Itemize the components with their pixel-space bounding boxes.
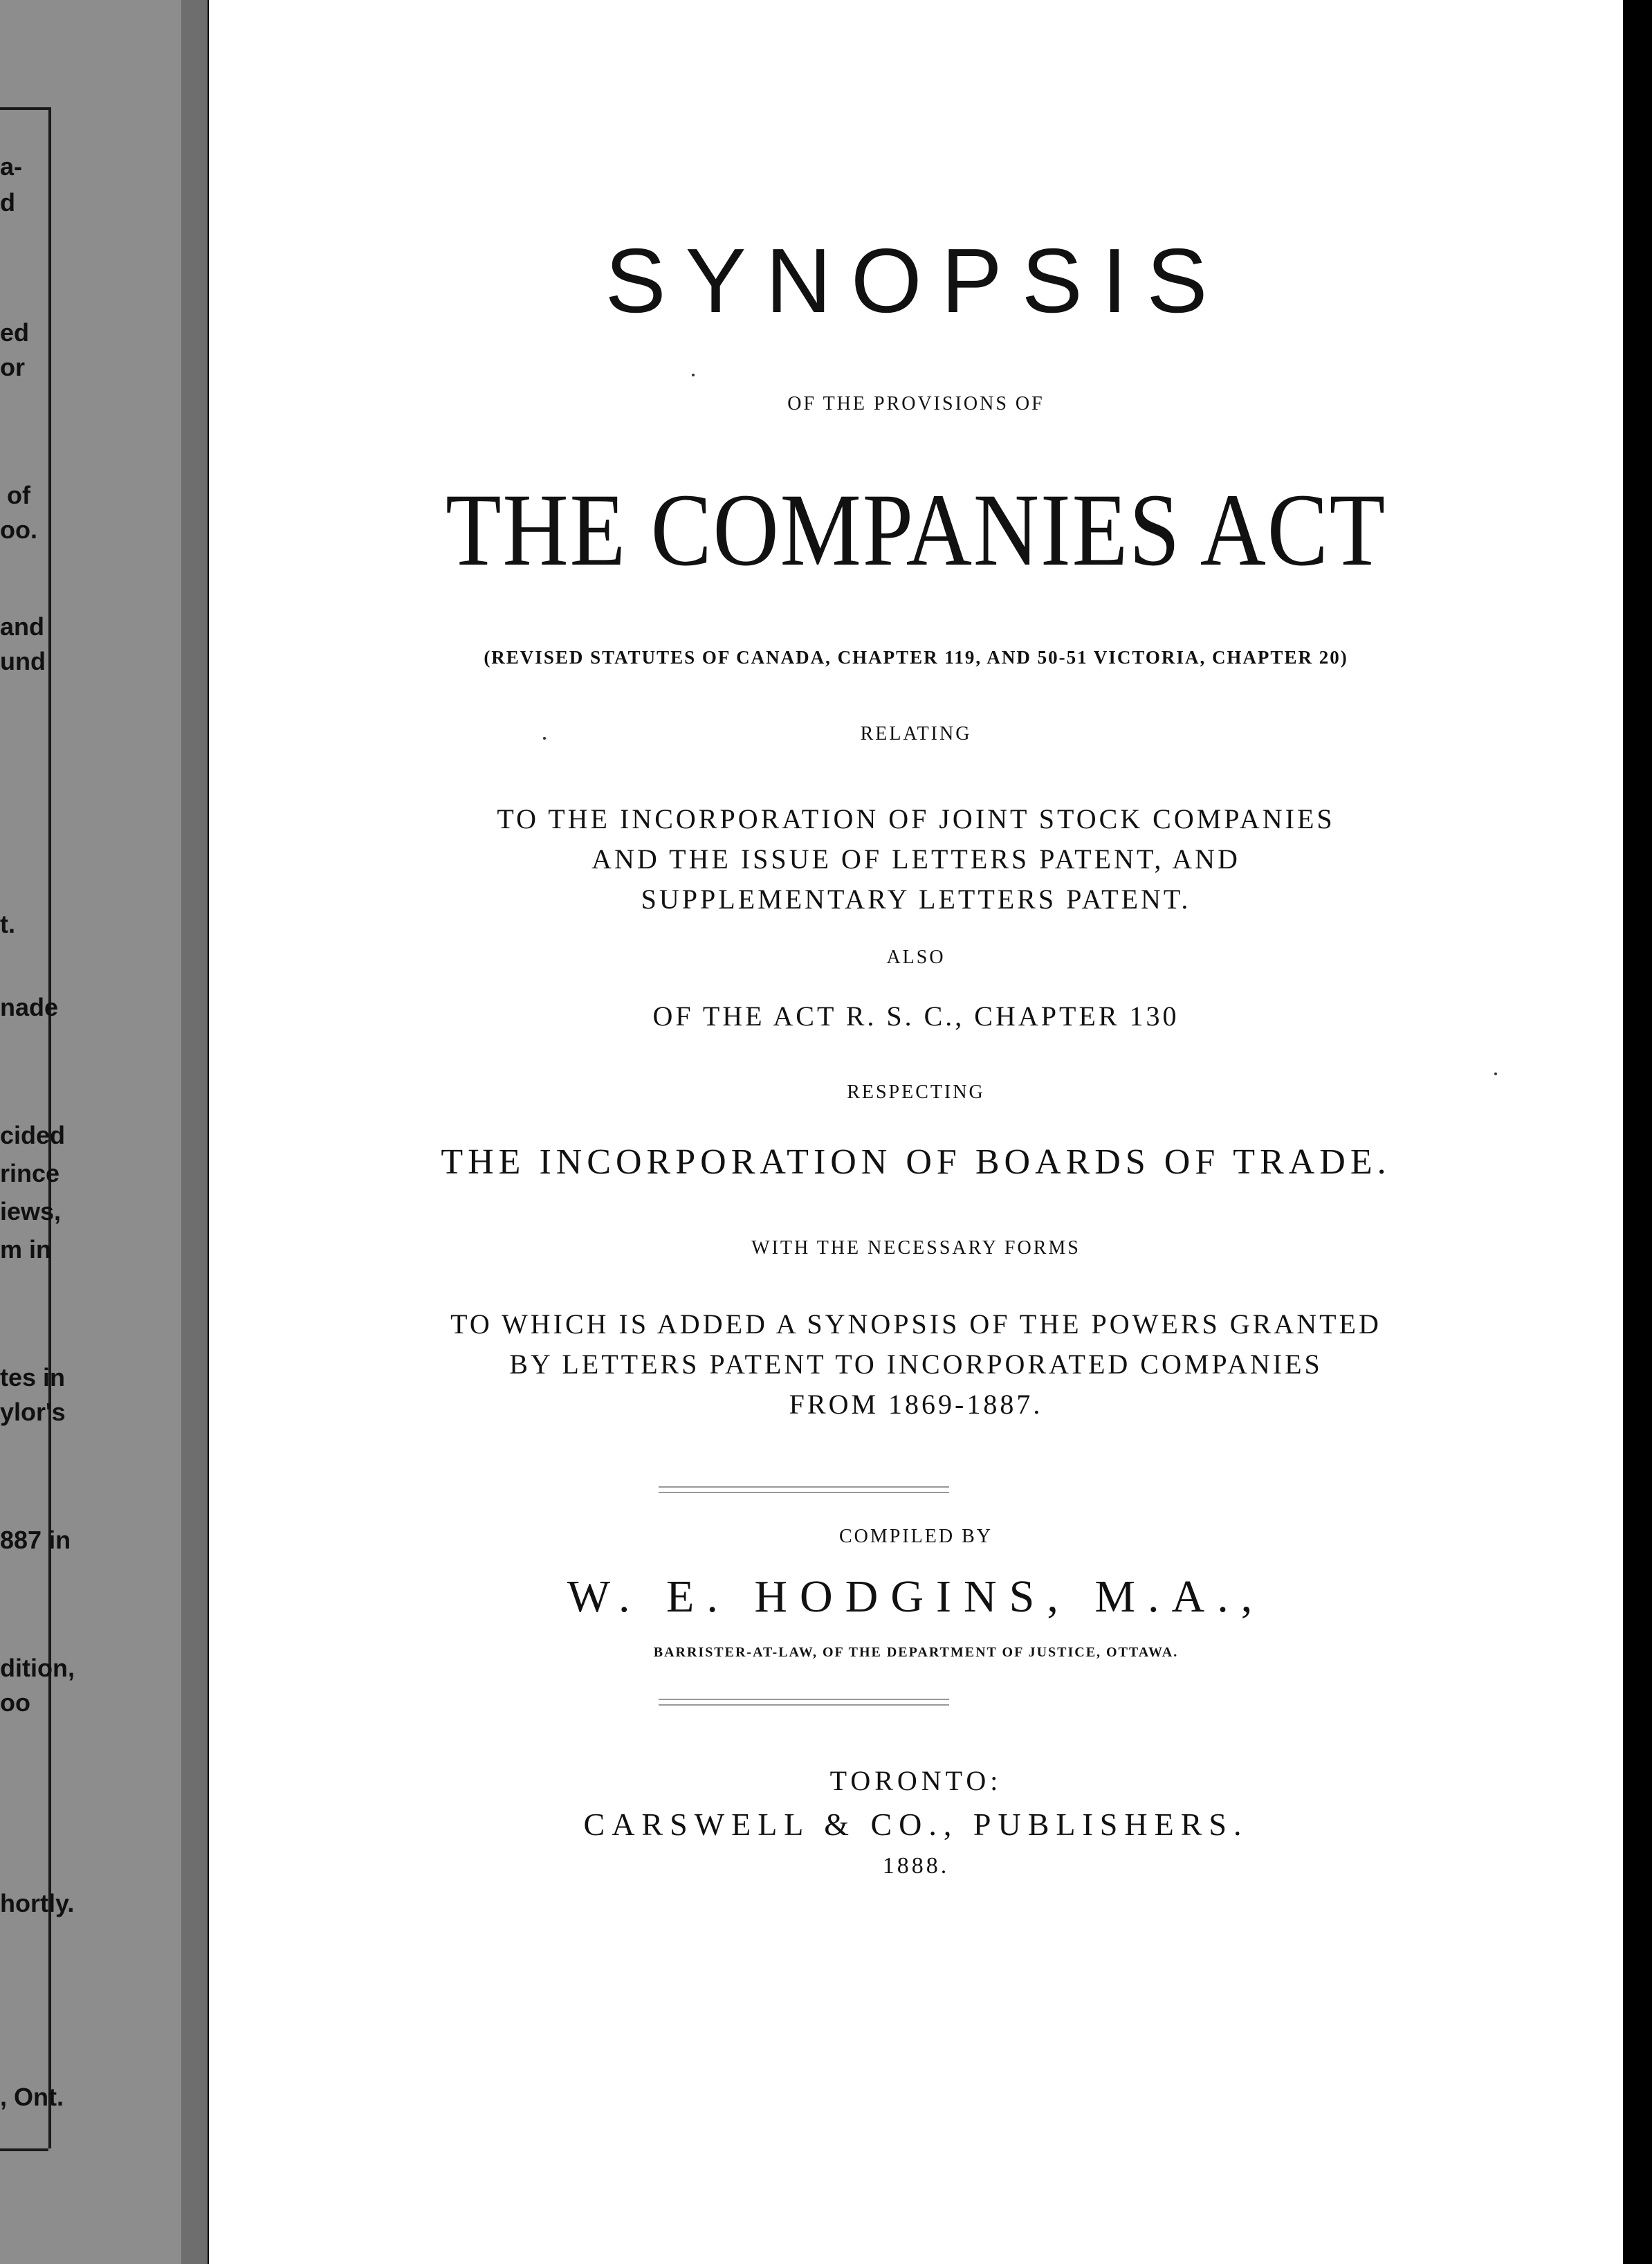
fragment-text: cided — [0, 1121, 66, 1149]
compiler-name: W. E. HODGINS, M.A., — [567, 1571, 1265, 1622]
fragment-text: d — [0, 188, 15, 217]
added-line: TO WHICH IS ADDED A SYNOPSIS OF THE POWERS GRANTED — [450, 1308, 1382, 1340]
subtitle: OF THE PROVISIONS OF — [787, 393, 1045, 414]
fragment-text: oo. — [0, 515, 37, 544]
fragment-text: oo — [0, 1688, 30, 1717]
divider-rule — [659, 1492, 949, 1493]
forms-note: WITH THE NECESSARY FORMS — [751, 1237, 1081, 1259]
title-page — [209, 0, 1623, 2264]
fragment-text: and — [0, 612, 45, 641]
divider-rule — [659, 1699, 949, 1700]
purpose-line: AND THE ISSUE OF LETTERS PATENT, AND — [591, 843, 1240, 875]
publication-year: 1888. — [882, 1853, 950, 1879]
fragment-text: a- — [0, 152, 23, 181]
publisher-name: CARSWELL & CO., PUBLISHERS. — [583, 1807, 1249, 1842]
compiled-by-label: COMPILED BY — [838, 1526, 993, 1547]
adjacent-page-strip — [0, 0, 208, 2264]
main-title: SYNOPSIS — [605, 230, 1227, 331]
act-name: THE COMPANIES ACT — [446, 473, 1386, 587]
fragment-text: und — [0, 647, 46, 675]
divider-rule — [659, 1704, 949, 1706]
divider-rule — [659, 1486, 949, 1488]
fragment-text: rince — [0, 1159, 60, 1187]
fragment-text: of — [7, 481, 30, 509]
relating-label: RELATING — [860, 723, 972, 745]
fragment-text: dition, — [0, 1654, 75, 1682]
scan-speck — [692, 374, 695, 376]
boards-of-trade-title: THE INCORPORATION OF BOARDS OF TRADE. — [441, 1142, 1391, 1182]
page-fold-shadow — [181, 0, 208, 2264]
fragment-text: 887 in — [0, 1526, 71, 1554]
purpose-line: SUPPLEMENTARY LETTERS PATENT. — [641, 884, 1191, 915]
scan-speck — [543, 737, 546, 740]
fragment-text: t. — [0, 910, 15, 938]
fragment-text: m in — [0, 1235, 52, 1263]
fragment-text: , Ont. — [0, 2083, 64, 2111]
purpose-line: TO THE INCORPORATION OF JOINT STOCK COMPANIES — [497, 803, 1335, 834]
scan-speck — [1494, 1072, 1497, 1075]
added-line: FROM 1869-1887. — [789, 1389, 1043, 1420]
fragment-text: hortly. — [0, 1889, 75, 1917]
fragment-text: or — [0, 353, 25, 381]
fragment-text: ylor's — [0, 1398, 66, 1426]
fragment-text: nade — [0, 993, 59, 1021]
scan-border-right — [1623, 0, 1652, 2264]
respecting-label: RESPECTING — [847, 1081, 985, 1103]
column-rule-bottom — [0, 2148, 48, 2151]
compiler-credentials: BARRISTER-AT-LAW, OF THE DEPARTMENT OF JUSTICE, OTTAWA. — [653, 1645, 1179, 1660]
also-label: ALSO — [886, 947, 946, 968]
fragment-text: iews, — [0, 1197, 62, 1225]
fragment-text: tes in — [0, 1363, 66, 1391]
publisher-city: TORONTO: — [829, 1765, 1002, 1796]
added-line: BY LETTERS PATENT TO INCORPORATED COMPANIES — [509, 1349, 1323, 1380]
act-chapter: OF THE ACT R. S. C., CHAPTER 130 — [652, 1001, 1180, 1032]
fragment-text: ed — [0, 318, 30, 347]
revised-statutes-note: (REVISED STATUTES OF CANADA, CHAPTER 119, AND 50-51 VICTORIA, CHAPTER 20) — [484, 647, 1348, 668]
column-rule-top — [0, 107, 48, 110]
